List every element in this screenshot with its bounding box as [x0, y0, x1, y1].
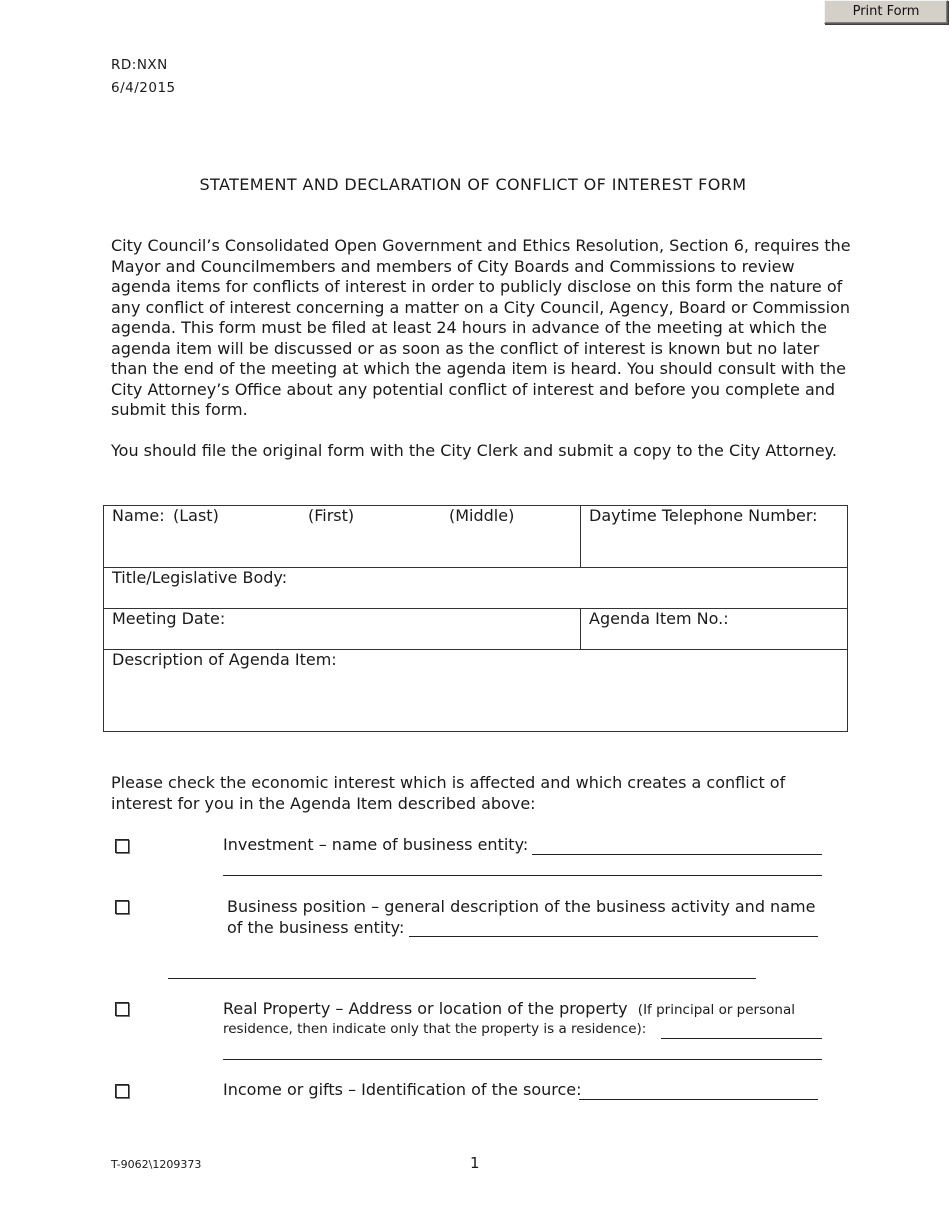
real-property-note-1: (If principal or personal [637, 1002, 795, 1018]
intro-paragraph: City Council’s Consolidated Open Government and Ethics Resolution, Section 6, requires the Mayor and Councilmembers and members of City Boards and Commissions to review agenda items for conflicts of interest in order to publicly disclose on this form the nature of any conflict of interest concerning a matter on a City Council, Agency, Board or Commission agenda. This form must be filed at least 24 hours in advance of the meeting at which the agenda item will be discussed or as soon as the conflict of interest is known but no later than the end of the meeting at which the agenda item is heard. You should consult with the City Attorney’s Office about any potential conflict of interest and before you complete and submit this form. [111, 236, 851, 419]
name-cell[interactable] [104, 506, 581, 568]
real-property-note-2: residence, then indicate only that the property is a residence): [223, 1021, 647, 1037]
reference-code: RD:NXN [111, 57, 168, 73]
business-position-entry-line[interactable] [409, 936, 818, 937]
name-last-label: (Last) [173, 506, 219, 525]
filing-note: You should file the original form with the City Clerk and submit a copy to the City Attorney. [111, 441, 837, 460]
real-property-main-label: Real Property – Address or location of the property [223, 999, 628, 1018]
business-position-label-line1: Business position – general description of the business activity and name [227, 897, 816, 916]
meeting-date-cell[interactable] [104, 609, 581, 650]
real-property-checkbox[interactable] [115, 1002, 129, 1016]
income-gifts-entry-line[interactable] [579, 1099, 818, 1100]
income-gifts-checkbox[interactable] [115, 1084, 129, 1098]
description-label: Description of Agenda Item: [112, 650, 337, 669]
business-position-checkbox[interactable] [115, 900, 129, 914]
phone-cell[interactable] [581, 506, 848, 568]
phone-label: Daytime Telephone Number: [589, 506, 818, 525]
page-number: 1 [470, 1154, 480, 1172]
form-title: STATEMENT AND DECLARATION OF CONFLICT OF INTEREST FORM [199, 175, 747, 194]
income-gifts-label: Income or gifts – Identification of the source: [223, 1080, 582, 1099]
meeting-date-label: Meeting Date: [112, 609, 226, 628]
real-property-label [223, 998, 795, 1019]
description-cell[interactable] [104, 650, 848, 732]
agenda-item-no-label: Agenda Item No.: [589, 609, 729, 628]
title-body-cell[interactable] [104, 568, 848, 609]
document-id: T-9062\1209373 [111, 1158, 202, 1171]
real-property-entry-line[interactable] [661, 1038, 822, 1039]
name-middle-label: (Middle) [449, 506, 515, 525]
print-form-button[interactable]: Print Form [824, 0, 948, 24]
info-table [103, 505, 848, 732]
name-label: Name: [112, 506, 165, 525]
name-first-label: (First) [308, 506, 355, 525]
business-position-entry-line-2[interactable] [168, 978, 756, 979]
investment-checkbox[interactable] [115, 839, 129, 853]
check-instruction: Please check the economic interest which is affected and which creates a conflict of interest for you in the Agenda Item described above: [111, 773, 786, 813]
agenda-item-no-cell[interactable] [581, 609, 848, 650]
investment-entry-line[interactable] [532, 854, 822, 855]
investment-entry-line-2[interactable] [223, 875, 822, 876]
real-property-entry-line-2[interactable] [223, 1059, 822, 1060]
business-position-label-line2: of the business entity: [227, 918, 405, 937]
title-body-label: Title/Legislative Body: [112, 568, 288, 587]
investment-label: Investment – name of business entity: [223, 835, 529, 854]
form-date: 6/4/2015 [111, 80, 176, 96]
